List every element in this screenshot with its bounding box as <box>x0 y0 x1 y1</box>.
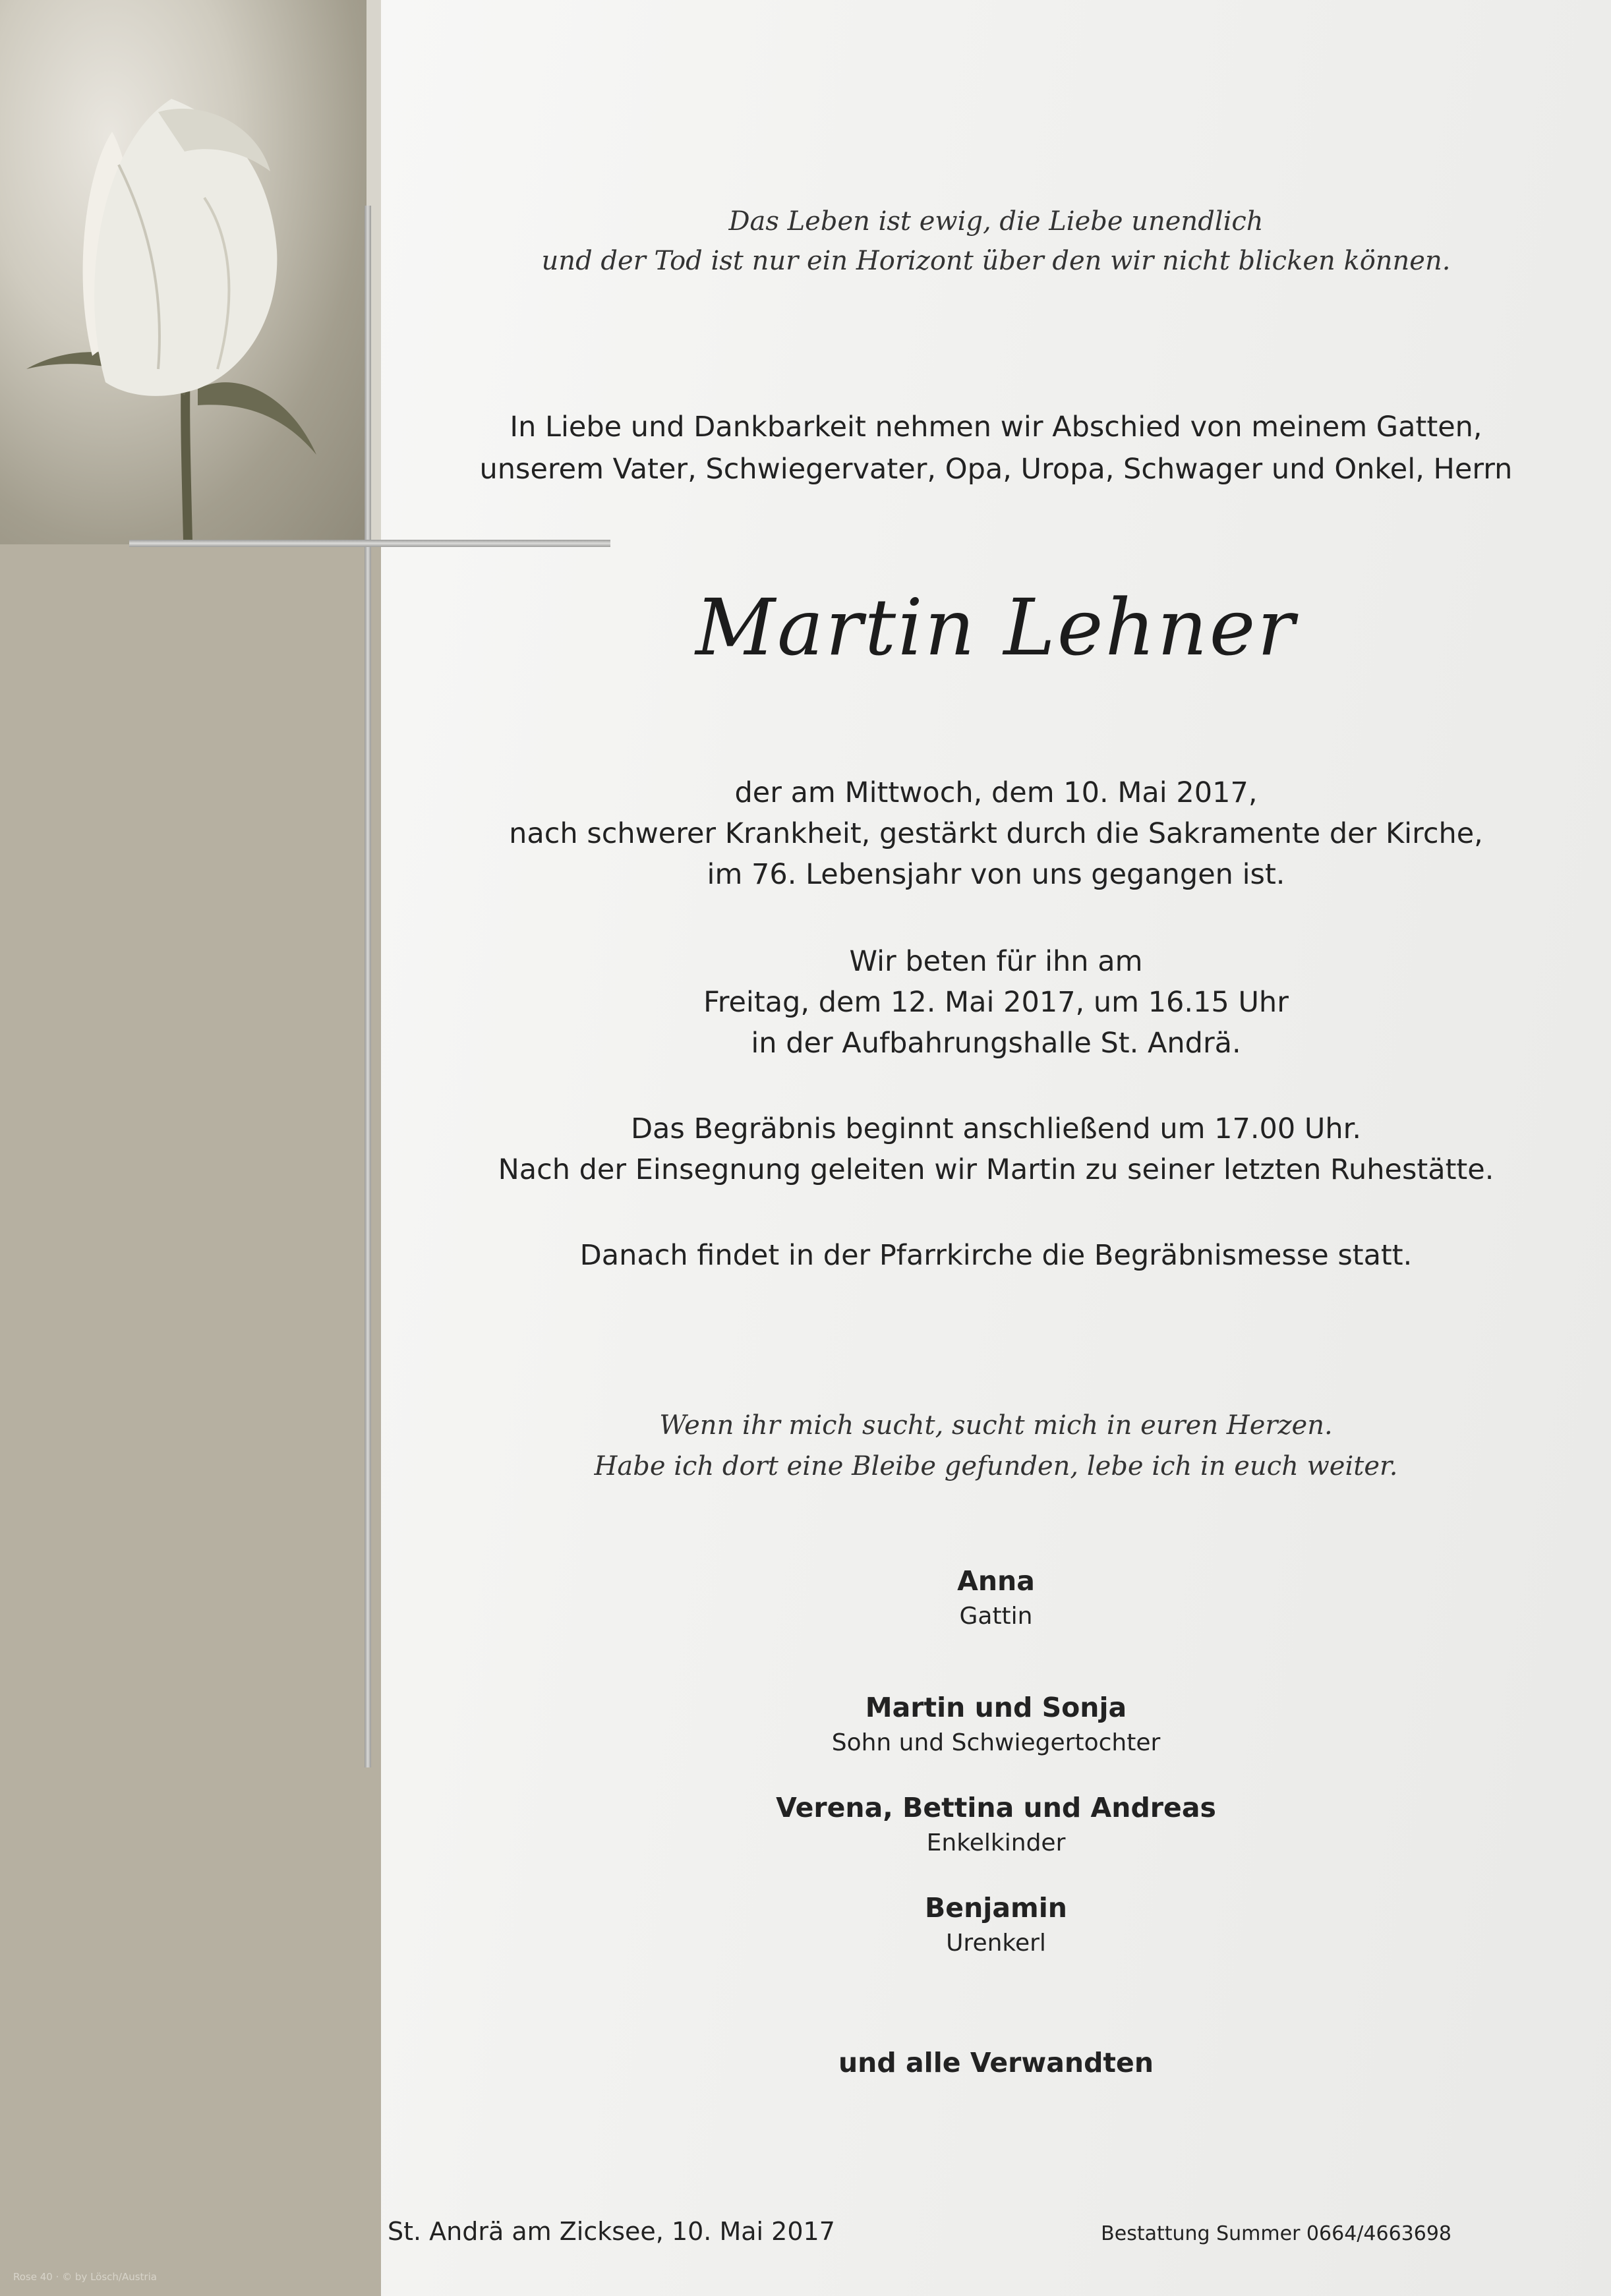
mourner-entry <box>381 1789 1611 1860</box>
funeral-info <box>381 1108 1611 1190</box>
prayer-line: Wir beten für ihn am <box>849 945 1143 978</box>
prayer-info <box>381 941 1611 1064</box>
closing-quote-line: Wenn ihr mich sucht, sucht mich in euren Herzen. <box>659 1410 1333 1441</box>
death-notice-line: der am Mittwoch, dem 10. Mai 2017, <box>734 776 1258 809</box>
mourner-name: Verena, Bettina und Andreas <box>776 1792 1216 1823</box>
mourner-entry <box>381 1688 1611 1760</box>
prayer-line: Freitag, dem 12. Mai 2017, um 16.15 Uhr <box>703 986 1289 1019</box>
intro-line: In Liebe und Dankbarkeit nehmen wir Abschied von meinem Gatten, <box>510 411 1482 444</box>
death-notice <box>381 772 1611 895</box>
death-notice-line: nach schwerer Krankheit, gestärkt durch die Sakramente der Kirche, <box>509 817 1483 850</box>
closing-quote <box>381 1405 1611 1487</box>
image-copyright: Rose 40 · © by Lösch/Austria <box>13 2271 157 2283</box>
mourner-name: Martin und Sonja <box>865 1692 1127 1723</box>
opening-quote-line: Das Leben ist ewig, die Liebe unendlich <box>728 206 1264 237</box>
cross-vertical-beam <box>365 206 371 1767</box>
intro-text <box>381 406 1611 490</box>
mourner-role: Urenkerl <box>946 1930 1046 1957</box>
prayer-line: in der Aufbahrungshalle St. Andrä. <box>751 1027 1241 1060</box>
funeral-line: Nach der Einsegnung geleiten wir Martin zu seiner letzten Ruhestätte. <box>498 1153 1494 1186</box>
intro-line: unserem Vater, Schwiegervater, Opa, Uropa, Schwager und Onkel, Herrn <box>479 453 1513 486</box>
undertaker-contact: Bestattung Summer 0664/4663698 <box>1101 2222 1451 2245</box>
death-notice-line: im 76. Lebensjahr von uns gegangen ist. <box>707 858 1285 891</box>
funeral-line: Das Begräbnis beginnt anschließend um 17.00 Uhr. <box>630 1112 1362 1145</box>
deceased-name: Martin Lehner <box>695 582 1297 673</box>
closing-quote-line: Habe ich dort eine Bleibe gefunden, lebe ich in euch weiter. <box>594 1451 1398 1481</box>
relatives-line: und alle Verwandten <box>838 2047 1154 2079</box>
mourner-name: Anna <box>957 1565 1035 1597</box>
mourner-entry <box>381 1889 1611 1960</box>
opening-quote <box>381 202 1611 281</box>
rose-image <box>0 0 366 544</box>
place-and-date: St. Andrä am Zicksee, 10. Mai 2017 <box>388 2217 835 2246</box>
opening-quote-line: und der Tod ist nur ein Horizont über den wir nicht blicken können. <box>541 246 1451 276</box>
mourner-entry <box>381 1562 1611 1633</box>
mourner-role: Sohn und Schwiegertochter <box>831 1729 1161 1756</box>
mourner-name: Benjamin <box>925 1892 1067 1924</box>
mourner-role: Enkelkinder <box>926 1829 1066 1856</box>
mourner-role: Gattin <box>959 1603 1033 1630</box>
mass-info: Danach findet in der Pfarrkirche die Begräbnismesse statt. <box>579 1239 1413 1272</box>
notice-content <box>381 0 1611 2296</box>
